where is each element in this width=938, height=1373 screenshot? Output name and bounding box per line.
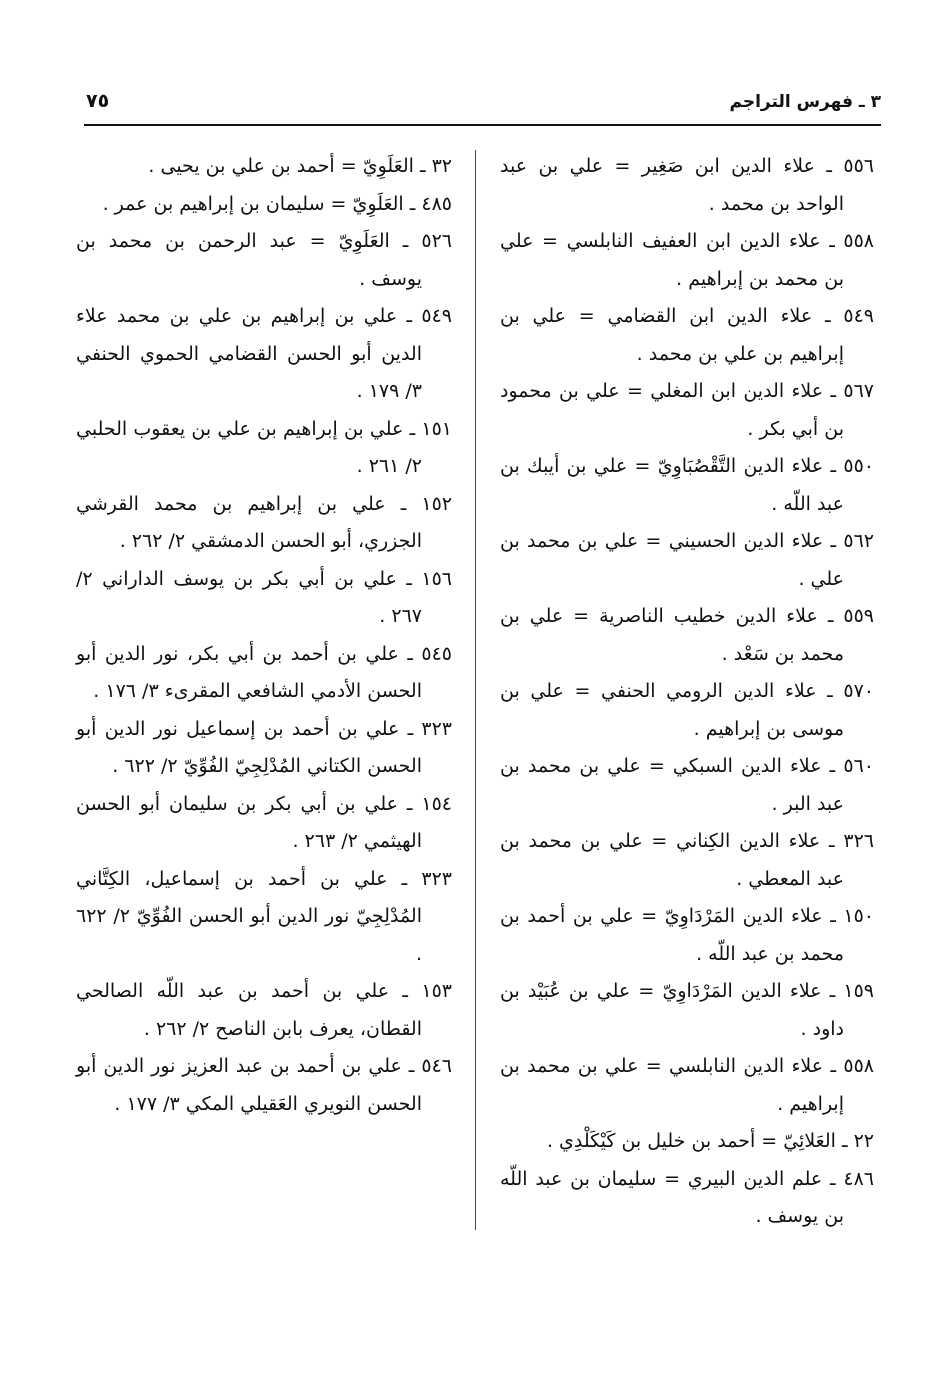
entry-number: ٥٥٩	[843, 605, 874, 627]
entry-text: ـ علاء الدين الحسيني = علي بن محمد بن علي .	[500, 530, 844, 590]
entry-text: ـ علي بن أحمد بن إسماعيل، الكِتَّاني المُدْلِجِيّ نور الدين أبو الحسن الفُوِّيّ ٢/ ٦٢٢ .	[76, 867, 422, 965]
index-entry	[500, 598, 874, 673]
index-entry	[76, 186, 452, 224]
entry-number: ٥٤٦	[421, 1055, 452, 1077]
index-entry	[76, 486, 452, 561]
entry-text: ـ علي بن إبراهيم بن علي بن يعقوب الحلبي ٢/ ٢٦١ .	[76, 417, 422, 477]
entry-number: ٥٦٢	[843, 530, 874, 552]
entry-text: ـ علاء الدين التَّقْصُبَاوِيّ = علي بن أيبك بن عبد اللّه .	[500, 455, 844, 515]
page-header	[84, 86, 881, 120]
index-entry	[500, 748, 874, 823]
entry-number: ٢٢	[853, 1130, 874, 1152]
index-entry	[76, 561, 452, 636]
index-entry	[76, 223, 452, 298]
column-divider	[475, 150, 476, 1230]
entry-text: ـ العَلَوِيّ = سليمان بن إبراهيم بن عمر .	[102, 192, 422, 215]
entry-number: ٤٨٦	[843, 1167, 874, 1190]
index-entry	[76, 861, 452, 974]
entry-number: ١٥٢	[421, 492, 452, 515]
entry-number: ٥٥٠	[843, 455, 874, 477]
entry-number: ١٥٦	[421, 567, 452, 590]
entry-number: ٥٥٨	[843, 1055, 874, 1077]
index-entry	[500, 673, 874, 748]
index-entry	[500, 448, 874, 523]
index-entry	[500, 973, 874, 1048]
entry-text: ـ علي بن أحمد بن عبد اللّه الصالحي القطان، يعرف بابن الناصح ٢/ ٢٦٢ .	[76, 980, 422, 1040]
index-entry	[76, 411, 452, 486]
index-entry	[500, 1123, 874, 1161]
entry-number: ٣٢٣	[421, 867, 452, 890]
entry-text: ـ علاء الدين الكِناني = علي بن محمد بن عبد المعطي .	[500, 830, 844, 890]
entry-number: ١٥٠	[843, 905, 874, 927]
entry-text: ـ علاء الدين المَرْدَاوِيّ = علي بن أحمد بن محمد بن عبد اللّه .	[500, 905, 844, 965]
index-entry	[500, 1161, 874, 1236]
entry-number: ٥٧٠	[843, 680, 874, 702]
index-entry	[76, 711, 452, 786]
running-title: ٣ ـ فهرس التراجم	[729, 92, 881, 112]
entry-text: ـ علاء الدين ابن العفيف النابلسي = علي بن محمد بن إبراهيم .	[500, 230, 844, 290]
entry-number: ٥٦٧	[843, 380, 874, 402]
entry-text: ـ علي بن إبراهيم بن علي بن محمد علاء الدين أبو الحسن القضامي الحموي الحنفي ٣/ ١٧٩ .	[76, 305, 422, 402]
page-number: ٧٥	[86, 90, 110, 112]
entry-number: ٥٢٦	[421, 230, 452, 252]
index-entry	[76, 786, 452, 861]
entry-text: ـ علي بن أحمد بن عبد العزيز نور الدين أبو الحسن النويري العَقيلي المكي ٣/ ١٧٧ .	[76, 1055, 422, 1115]
index-entry	[76, 298, 452, 411]
index-entry	[500, 373, 874, 448]
entry-number: ٥٤٩	[843, 305, 874, 327]
left-column	[76, 148, 452, 1123]
entry-text: ـ علم الدين البيري = سليمان بن عبد اللّه بن يوسف .	[500, 1167, 844, 1227]
entry-text: ـ علاء الدين خطيب الناصرية = علي بن محمد بن سَعْد .	[500, 605, 844, 665]
entry-number: ١٥٩	[843, 980, 874, 1002]
index-entry	[500, 298, 874, 373]
entry-text: ـ العَلَوِيّ = أحمد بن علي بن يحيى .	[148, 155, 432, 177]
entry-text: ـ علاء الدين الرومي الحنفي = علي بن موسى بن إبراهيم .	[500, 680, 844, 740]
index-entry	[500, 1048, 874, 1123]
index-entry	[500, 823, 874, 898]
entry-number: ٥٥٨	[843, 230, 874, 252]
entry-number: ٣٢٣	[421, 717, 452, 740]
entry-number: ٤٨٥	[421, 192, 452, 215]
entry-text: ـ علي بن أبي بكر بن سليمان أبو الحسن الهيثمي ٢/ ٢٦٣ .	[76, 792, 422, 852]
entry-number: ١٥١	[421, 417, 452, 440]
entry-number: ٣٢	[431, 155, 452, 177]
index-entry	[76, 148, 452, 186]
entry-text: ـ علي بن أحمد بن إسماعيل نور الدين أبو الحسن الكتاني المُدْلِجِيّ الفُوِّيّ ٢/ ٦٢٢ .	[76, 717, 422, 777]
entry-text: ـ علاء الدين ابن القضامي = علي بن إبراهيم بن علي بن محمد .	[500, 305, 844, 365]
entry-text: ـ علي بن إبراهيم بن محمد القرشي الجزري، أبو الحسن الدمشقي ٢/ ٢٦٢ .	[76, 492, 422, 552]
index-entry	[76, 1048, 452, 1123]
index-entry	[76, 973, 452, 1048]
entry-text: ـ علي بن أحمد بن أبي بكر، نور الدين أبو الحسن الأدمي الشافعي المقرىء ٣/ ١٧٦ .	[76, 642, 422, 702]
index-entry	[500, 148, 874, 223]
entry-number: ١٥٣	[421, 980, 452, 1002]
entry-text: ـ العَلَوِيّ = عبد الرحمن بن محمد بن يوسف .	[76, 230, 422, 290]
entry-text: ـ العَلائِيّ = أحمد بن خليل بن كَيْكَلْدِي .	[546, 1130, 854, 1152]
entry-text: ـ علاء الدين ابن صَغِير = علي بن عبد الواحد بن محمد .	[500, 155, 844, 215]
right-column	[500, 148, 874, 1236]
entry-number: ١٥٤	[421, 792, 452, 815]
index-entry	[500, 223, 874, 298]
header-rule	[84, 124, 881, 126]
entry-text: ـ علي بن أبي بكر بن يوسف الداراني ٢/ ٢٦٧ .	[76, 567, 422, 627]
entry-text: ـ علاء الدين السبكي = علي بن محمد بن عبد البر .	[500, 755, 844, 815]
entry-number: ٥٥٦	[843, 155, 874, 177]
index-entry	[500, 523, 874, 598]
entry-number: ٣٢٦	[843, 830, 874, 852]
entry-text: ـ علاء الدين النابلسي = علي بن محمد بن إبراهيم .	[500, 1055, 844, 1115]
entry-number: ٥٤٥	[421, 642, 452, 665]
entry-number: ٥٦٠	[843, 755, 874, 777]
entry-number: ٥٤٩	[421, 305, 452, 327]
entry-text: ـ علاء الدين ابن المغلي = علي بن محمود بن أبي بكر .	[500, 380, 844, 440]
index-entry	[500, 898, 874, 973]
index-entry	[76, 636, 452, 711]
entry-text: ـ علاء الدين المَرْدَاوِيّ = علي بن عُبَيْد بن داود .	[500, 980, 844, 1040]
